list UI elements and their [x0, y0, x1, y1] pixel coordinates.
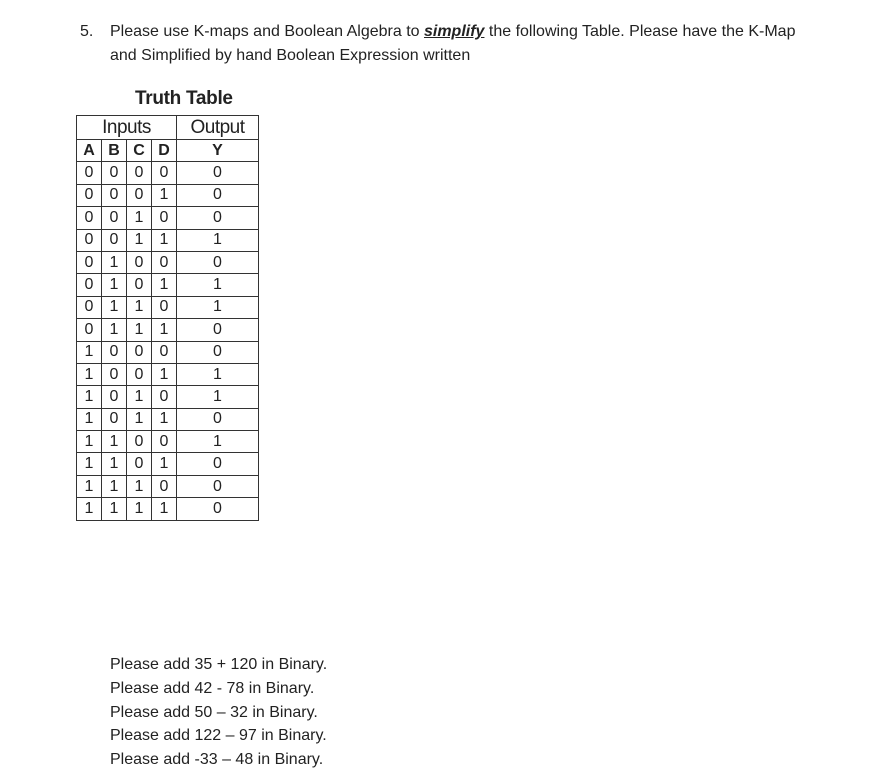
header-a: A: [77, 140, 102, 162]
input-cell: 0: [102, 207, 127, 229]
table-row: [77, 207, 259, 229]
input-cell: 1: [77, 363, 102, 385]
binary-question: Please add 122 – 97 in Binary.: [110, 727, 327, 745]
output-cell: 1: [177, 363, 259, 385]
table-row: [77, 386, 259, 408]
truth-table-title: Truth Table: [135, 88, 233, 109]
input-cell: 0: [102, 363, 127, 385]
input-cell: 1: [152, 319, 177, 341]
table-row: [77, 251, 259, 273]
header-y: Y: [177, 140, 259, 162]
output-cell: 0: [177, 498, 259, 520]
output-cell: 0: [177, 162, 259, 184]
input-cell: 1: [152, 184, 177, 206]
binary-question: Please add 42 - 78 in Binary.: [110, 679, 315, 697]
input-cell: 1: [102, 251, 127, 273]
binary-addition-questions: [110, 653, 327, 772]
truth-table: [76, 115, 259, 521]
inputs-group-header: Inputs: [77, 116, 177, 140]
input-cell: 1: [102, 453, 127, 475]
table-row: [77, 274, 259, 296]
input-cell: 0: [127, 453, 152, 475]
input-cell: 0: [102, 229, 127, 251]
output-cell: 1: [177, 274, 259, 296]
simplify-emphasis: simplify: [423, 23, 485, 40]
input-cell: 1: [102, 274, 127, 296]
input-cell: 0: [127, 274, 152, 296]
input-cell: 1: [77, 453, 102, 475]
input-cell: 0: [152, 386, 177, 408]
input-cell: 0: [77, 251, 102, 273]
input-cell: 1: [102, 296, 127, 318]
output-cell: 1: [177, 229, 259, 251]
input-cell: 0: [102, 184, 127, 206]
input-cell: 0: [127, 341, 152, 363]
input-cell: 1: [77, 498, 102, 520]
input-cell: 1: [152, 453, 177, 475]
input-cell: 1: [127, 207, 152, 229]
input-cell: 0: [77, 319, 102, 341]
input-cell: 0: [152, 251, 177, 273]
input-cell: 0: [102, 408, 127, 430]
table-row: [77, 363, 259, 385]
output-group-header: Output: [177, 116, 259, 140]
table-row: [77, 498, 259, 520]
binary-question: Please add 50 – 32 in Binary.: [110, 703, 318, 721]
input-cell: 1: [102, 319, 127, 341]
input-cell: 0: [77, 162, 102, 184]
truth-table-group-row: [77, 116, 259, 140]
input-cell: 0: [152, 162, 177, 184]
table-row: [77, 229, 259, 251]
input-cell: 1: [127, 296, 152, 318]
input-cell: 1: [127, 408, 152, 430]
binary-question: Please add 35 + 120 in Binary.: [110, 656, 328, 673]
output-cell: 0: [177, 184, 259, 206]
output-cell: 1: [177, 386, 259, 408]
input-cell: 1: [77, 341, 102, 363]
input-cell: 1: [77, 431, 102, 453]
input-cell: 1: [127, 319, 152, 341]
table-row: [77, 319, 259, 341]
output-cell: 0: [177, 408, 259, 430]
input-cell: 0: [127, 162, 152, 184]
question-line-1-start: Please use K-maps and Boolean Algebra to: [110, 23, 424, 40]
input-cell: 0: [77, 274, 102, 296]
input-cell: 0: [152, 341, 177, 363]
truth-table-header-row: [77, 140, 259, 162]
question-line-1: [110, 20, 850, 44]
table-row: [77, 184, 259, 206]
input-cell: 0: [152, 296, 177, 318]
input-cell: 0: [102, 162, 127, 184]
input-cell: 0: [77, 229, 102, 251]
input-cell: 1: [152, 229, 177, 251]
input-cell: 0: [127, 251, 152, 273]
input-cell: 1: [127, 386, 152, 408]
input-cell: 1: [152, 498, 177, 520]
input-cell: 0: [102, 386, 127, 408]
input-cell: 0: [77, 207, 102, 229]
output-cell: 0: [177, 207, 259, 229]
table-row: [77, 431, 259, 453]
table-row: [77, 296, 259, 318]
input-cell: 1: [77, 386, 102, 408]
truth-table-body: [77, 162, 259, 520]
output-cell: 1: [177, 296, 259, 318]
header-d: D: [152, 140, 177, 162]
input-cell: 1: [77, 475, 102, 497]
output-cell: 0: [177, 341, 259, 363]
header-c: C: [127, 140, 152, 162]
input-cell: 0: [77, 184, 102, 206]
input-cell: 1: [102, 431, 127, 453]
header-b: B: [102, 140, 127, 162]
input-cell: 1: [152, 363, 177, 385]
input-cell: 0: [127, 363, 152, 385]
output-cell: 0: [177, 453, 259, 475]
question-text: [110, 20, 850, 68]
binary-question: Please add -33 – 48 in Binary.: [110, 751, 324, 769]
output-cell: 0: [177, 251, 259, 273]
question-number: 5.: [80, 23, 94, 40]
input-cell: 1: [152, 408, 177, 430]
input-cell: 0: [127, 184, 152, 206]
output-cell: 0: [177, 319, 259, 341]
input-cell: 0: [152, 475, 177, 497]
question-line-1-end: the following Table. Please have the K-Map: [484, 23, 796, 40]
table-row: [77, 475, 259, 497]
table-row: [77, 341, 259, 363]
input-cell: 0: [152, 207, 177, 229]
output-cell: 1: [177, 431, 259, 453]
input-cell: 1: [127, 498, 152, 520]
output-cell: 0: [177, 475, 259, 497]
table-row: [77, 162, 259, 184]
input-cell: 1: [127, 475, 152, 497]
table-row: [77, 408, 259, 430]
input-cell: 1: [152, 274, 177, 296]
table-row: [77, 453, 259, 475]
input-cell: 1: [102, 498, 127, 520]
input-cell: 0: [102, 341, 127, 363]
input-cell: 0: [77, 296, 102, 318]
input-cell: 0: [127, 431, 152, 453]
input-cell: 1: [127, 229, 152, 251]
input-cell: 1: [77, 408, 102, 430]
question-line-2: and Simplified by hand Boolean Expression written: [110, 47, 471, 64]
input-cell: 0: [152, 431, 177, 453]
input-cell: 1: [102, 475, 127, 497]
